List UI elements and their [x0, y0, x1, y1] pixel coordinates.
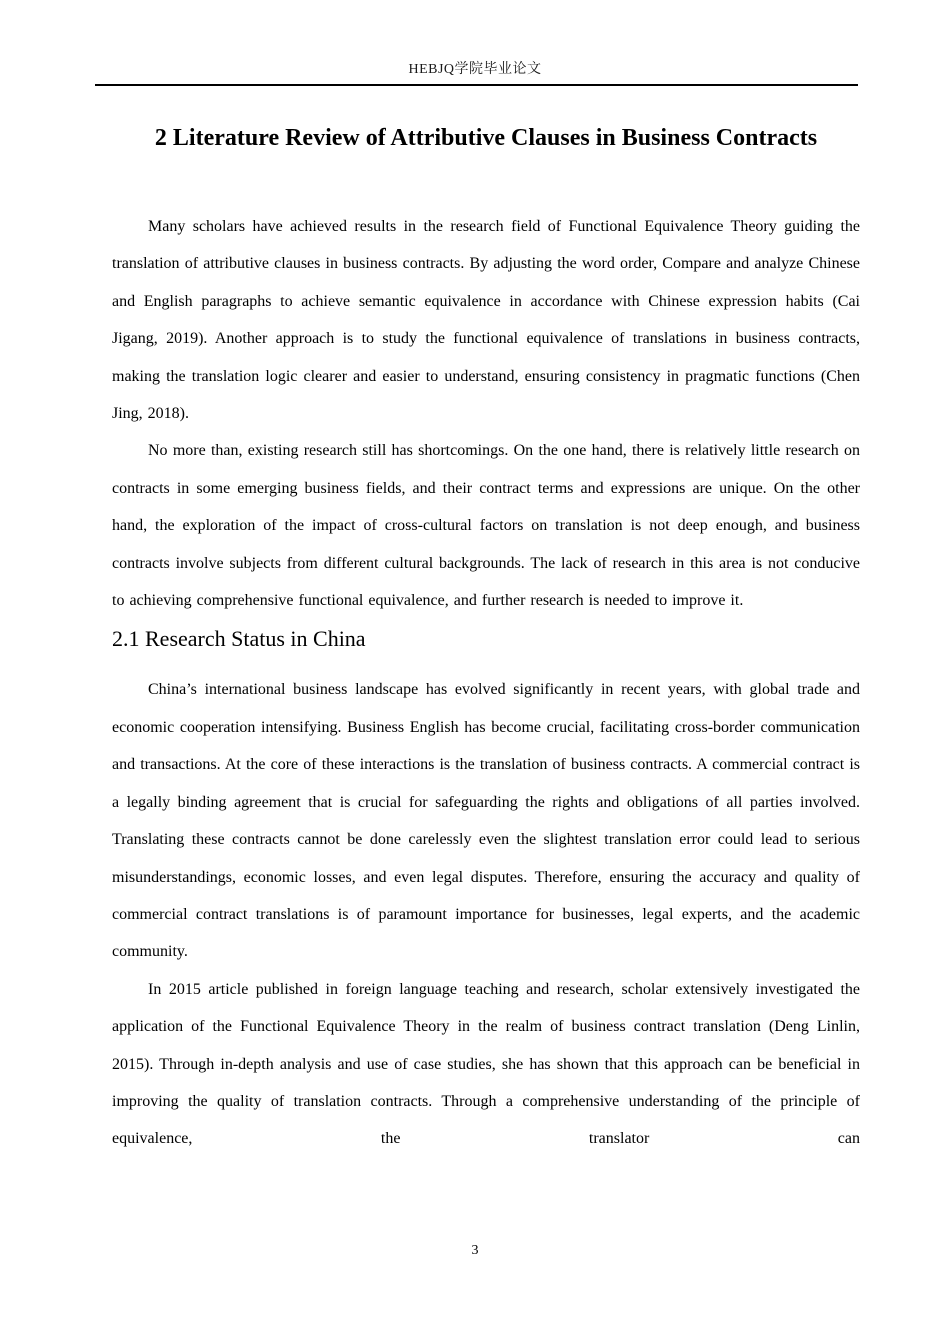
- page-number: 3: [471, 1243, 479, 1258]
- paragraph-section-2: In 2015 article published in foreign language teaching and research, scholar extensively investigated the application of the Functional Equivalence Theory in the realm of business contract translation (Deng Linlin, 2015). Through in-depth analysis and use of case studies, she has shown that this approach can be beneficial in improving the quality of translation contracts. Through a comprehensive understanding of the principle of equivalence, the translator can: [112, 980, 860, 1148]
- running-header: [0, 58, 950, 78]
- paragraph-intro-2: No more than, existing research still has shortcomings. On the one hand, there is relatively little research on contracts in some emerging business fields, and their contract terms and expressions are unique. On the other hand, the exploration of the impact of cross-cultural factors on translation is not deep enough, and business contracts involve subjects from different cultural backgrounds. The lack of research in this area is not conducive to achieving comprehensive functional equivalence, and further research is needed to improve it.: [112, 442, 860, 610]
- chapter-title: 2 Literature Review of Attributive Clauses in Business Contracts: [154, 125, 818, 151]
- page-content: [112, 110, 860, 1158]
- paragraph-section-1: China’s international business landscape has evolved significantly in recent years, with global trade and economic cooperation intensifying. Business English has become crucial, facilitating cross-border communication and transactions. At the core of these interactions is the translation of business contracts. A commercial contract is a legally binding agreement that is crucial for safeguarding the rights and obligations of all parties involved. Translating these contracts cannot be done carelessly even the slightest translation error could lead to serious misunderstandings, economic losses, and even legal disputes. Therefore, ensuring the accuracy and quality of commercial contract translations is of paramount importance for businesses, legal experts, and the academic community.: [112, 681, 860, 961]
- section-heading-research-status-china: 2.1 Research Status in China: [112, 626, 366, 652]
- running-header-text: HEBJQ学院毕业论文: [408, 62, 542, 77]
- paragraph-intro-1: Many scholars have achieved results in the research field of Functional Equivalence Theory guiding the translation of attributive clauses in business contracts. By adjusting the word order, Compare and analyze Chinese and English paragraphs to achieve semantic equivalence in accordance with Chinese expression habits (Cai Jigang, 2019). Another approach is to study the functional equivalence of translations in business contracts, making the translation logic clearer and easier to understand, ensuring consistency in pragmatic functions (Chen Jing, 2018).: [112, 218, 860, 423]
- header-rule: [95, 84, 858, 86]
